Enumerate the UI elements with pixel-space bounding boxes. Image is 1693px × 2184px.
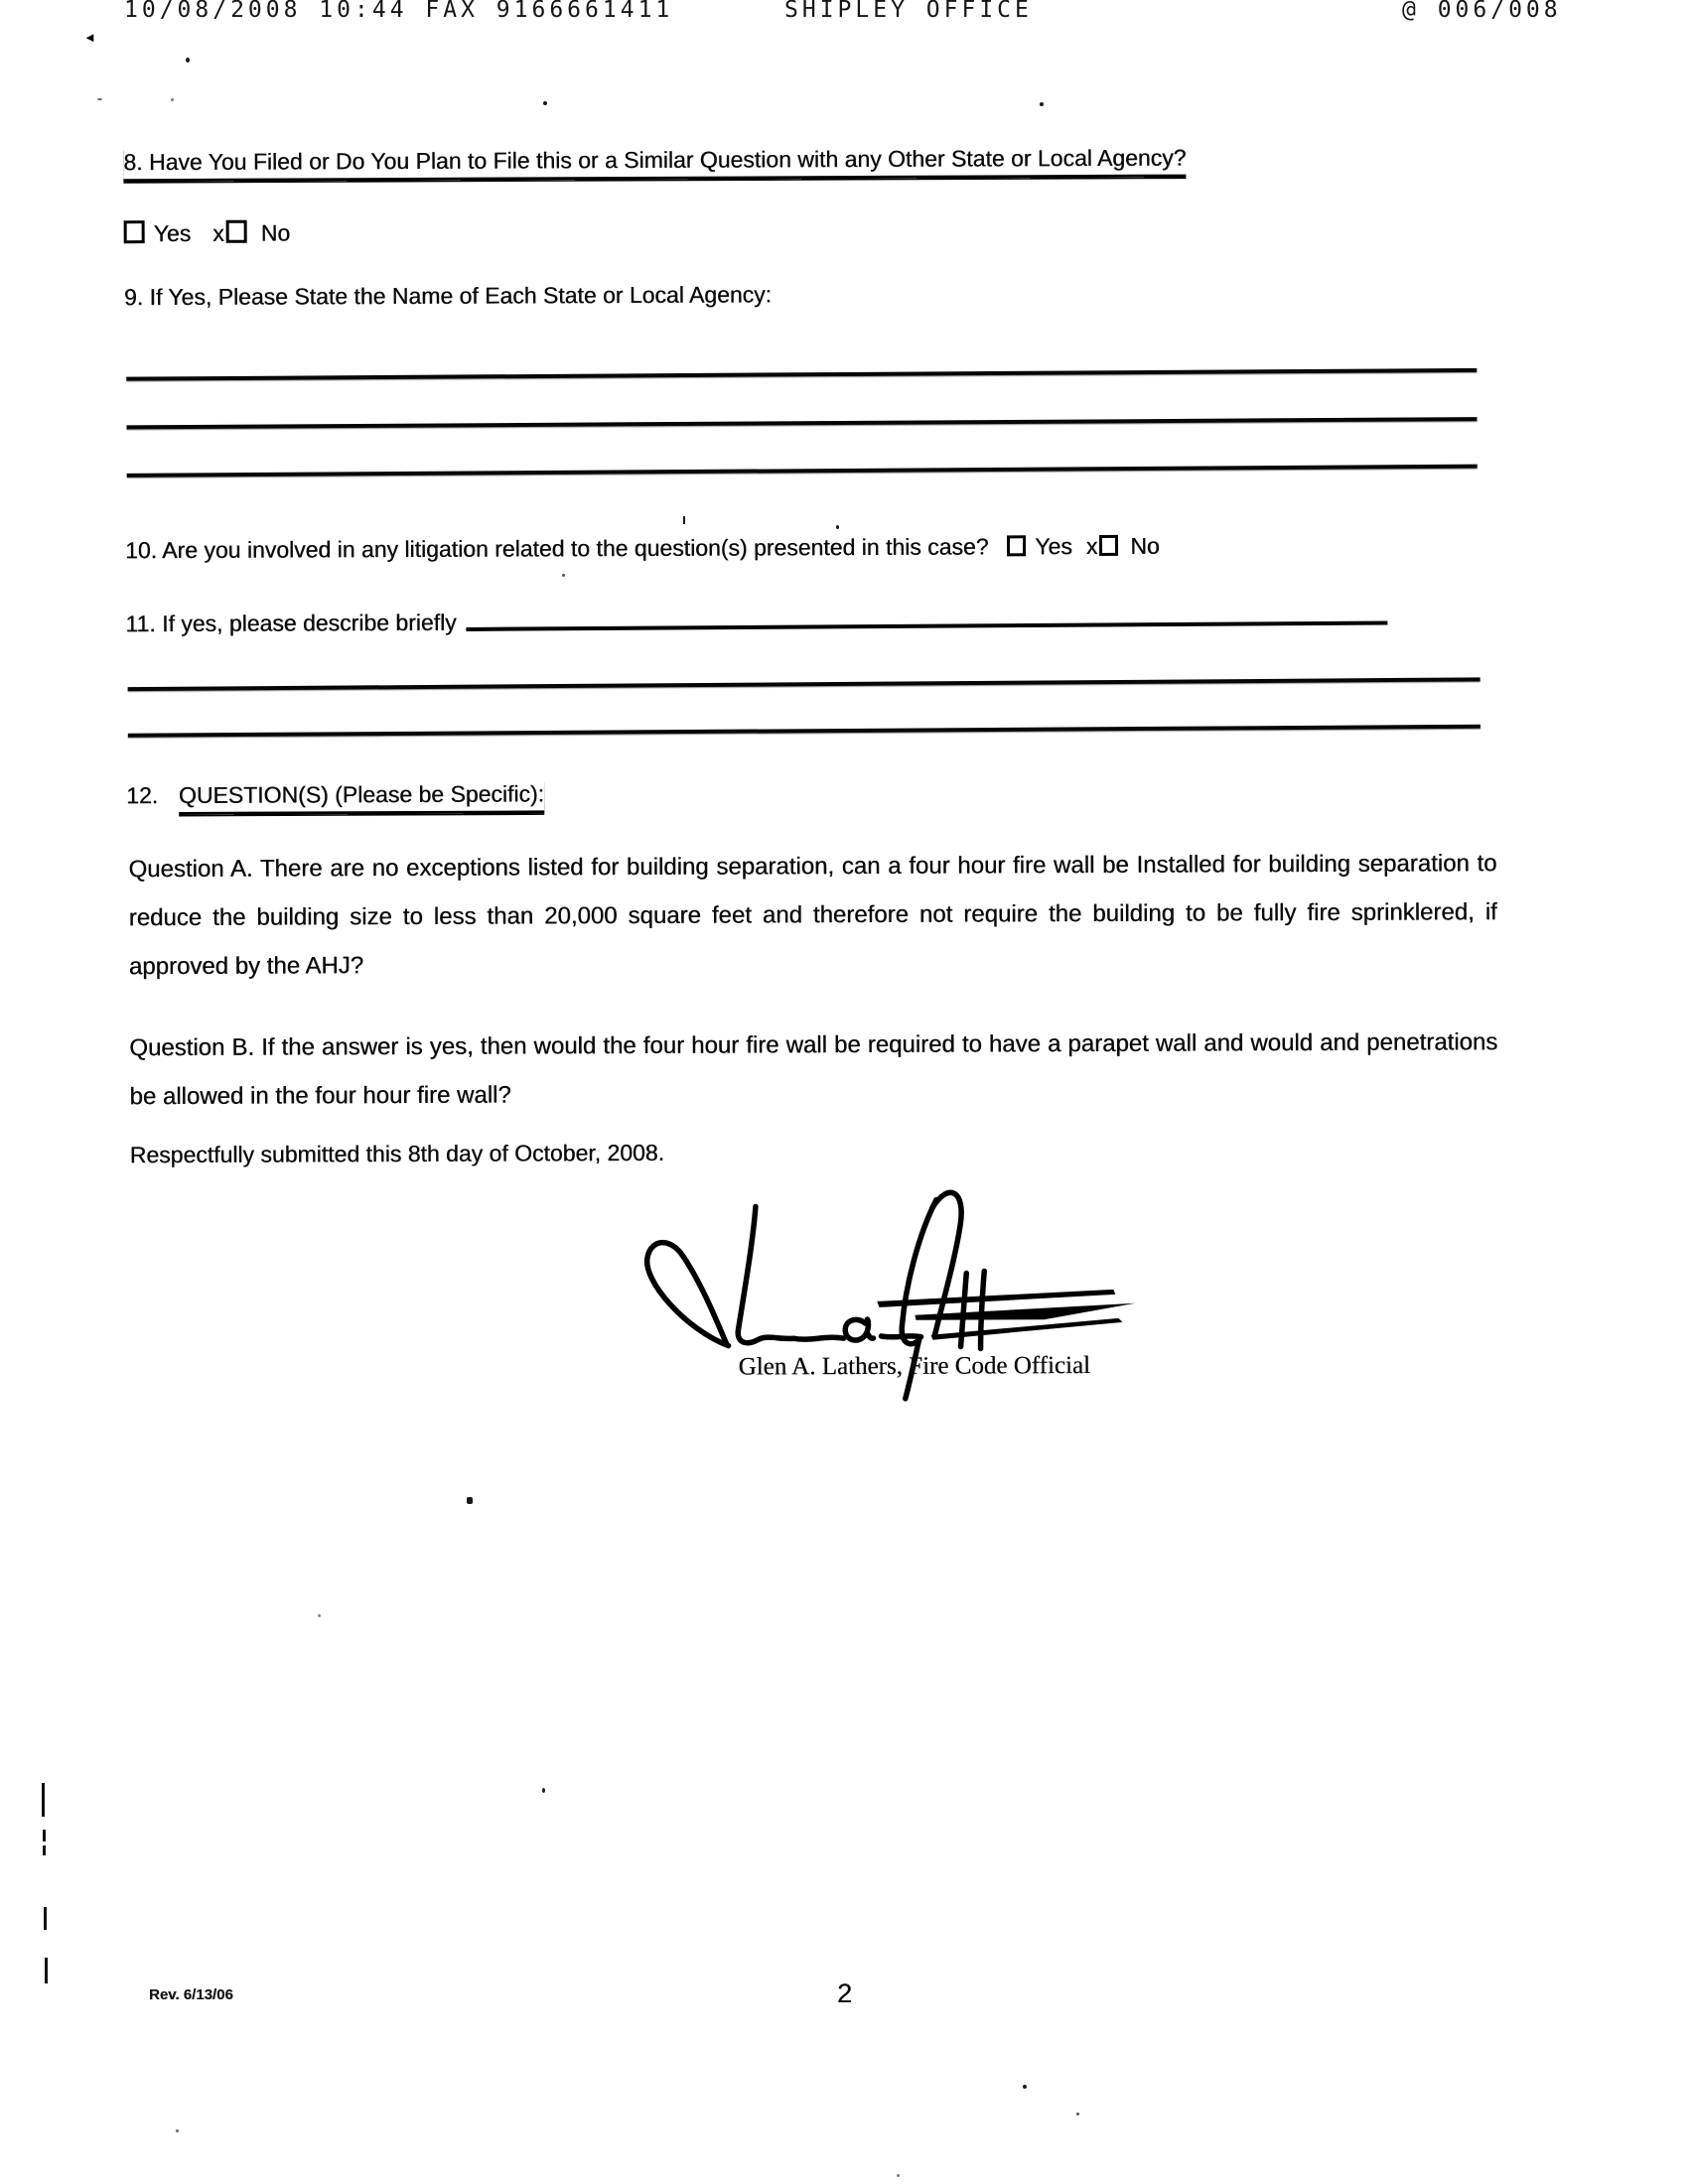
checkbox-icon — [226, 220, 247, 243]
footer-page-number: 2 — [837, 1979, 852, 2009]
answer-rule — [128, 725, 1481, 738]
question-12-heading — [126, 780, 544, 809]
option-label: Yes — [154, 220, 192, 246]
question-8-option-yes — [124, 220, 192, 246]
question-a-paragraph: Question A. There are no exceptions listed for building separation, can a four hour fire wall be Installed for building separation to reduce the building size to less than 20,000 square feet and therefore not require the building to be fully fire sprinklered, if approved by the AHJ? — [128, 839, 1497, 991]
fax-header-page-counter: @ 006/008 — [1402, 12, 1561, 30]
answer-rule — [126, 368, 1477, 381]
submission-line: Respectfully submitted this 8th day of October, 2008. — [130, 1140, 664, 1168]
question-11-row — [125, 606, 1387, 638]
question-11-label: 11. If yes, please describe briefly — [125, 610, 456, 636]
answer-rule — [467, 611, 1388, 630]
scan-artifact: ◄ — [83, 30, 96, 45]
answer-rule — [128, 677, 1481, 691]
checkbox-prefix: x — [1086, 533, 1098, 559]
option-label: No — [1130, 533, 1160, 559]
footer-revision: Rev. 6/13/06 — [149, 1986, 233, 2003]
question-12-number: 12. — [126, 782, 158, 808]
fax-header-timestamp: 10/08/2008 10:44 FAX 9166661411 — [124, 12, 660, 30]
checkbox-icon — [124, 220, 145, 243]
option-label: Yes — [1035, 533, 1072, 559]
answer-rule — [127, 465, 1478, 478]
answer-rule — [127, 417, 1478, 429]
checkbox-icon — [1007, 535, 1026, 556]
question-10-option-no — [1086, 533, 1160, 559]
signature-name: Glen A. Lathers, Fire Code Official — [739, 1352, 1090, 1382]
checkbox-prefix: x — [212, 220, 224, 246]
question-10-label: 10. Are you involved in any litigation related to the question(s) presented in this case? — [125, 533, 989, 563]
question-10-option-yes — [1007, 533, 1072, 559]
question-9-label: 9. If Yes, Please State the Name of Each State or Local Agency: — [124, 281, 772, 311]
fax-header-sender: SHIPLEY OFFICE — [784, 12, 1043, 30]
question-8-heading — [123, 145, 1186, 177]
option-label: No — [261, 220, 291, 246]
question-8-option-no — [212, 220, 290, 246]
question-8-label: 8. Have You Filed or Do You Plan to File this or a Similar Question with any Other State or Local Agency? — [123, 145, 1186, 183]
question-8-options — [124, 220, 291, 248]
question-b-paragraph: Question B. If the answer is yes, then would the four hour fire wall be required to have a parapet wall and would and penetrations be allowed in the four hour fire wall? — [129, 1018, 1497, 1121]
checkbox-icon — [1099, 535, 1118, 556]
question-12-title: QUESTION(S) (Please be Specific): — [179, 780, 544, 815]
question-10-row — [125, 533, 1160, 565]
